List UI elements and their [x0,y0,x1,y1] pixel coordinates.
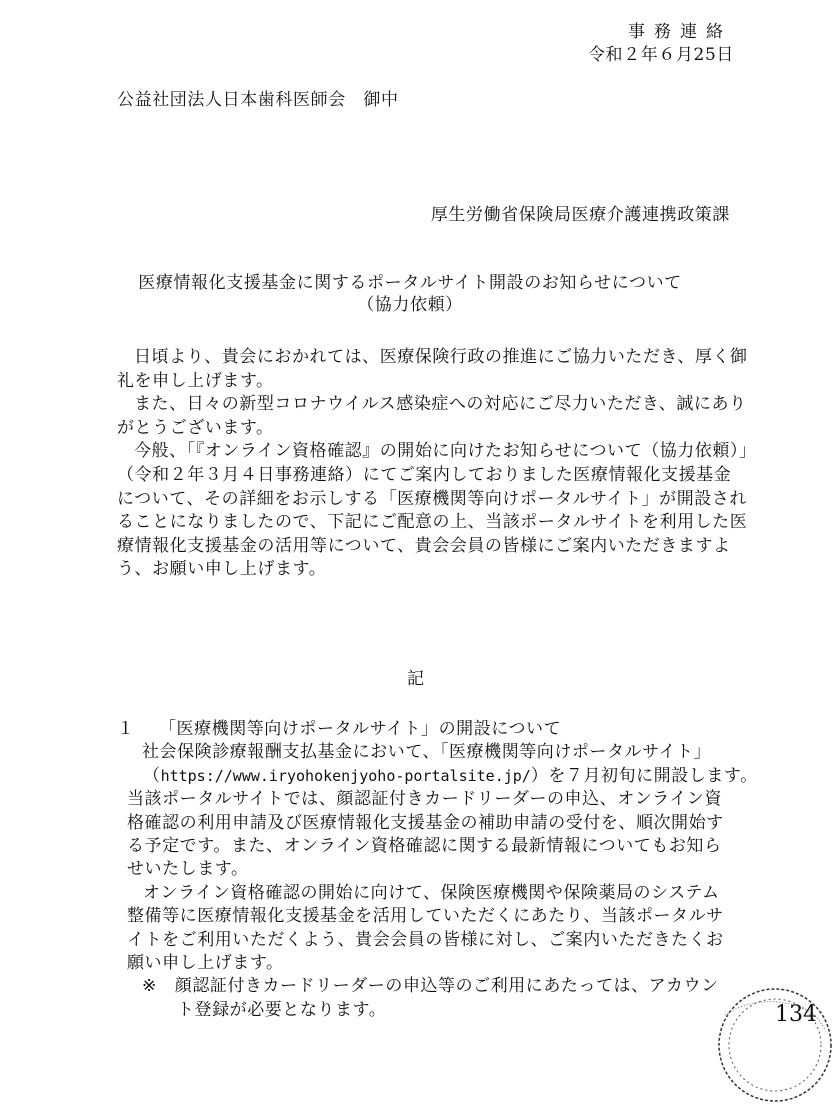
url-open-paren: （ [143,765,161,786]
body-line: う、お願い申し上げます。 [117,559,327,580]
section-line: 当該ポータルサイトでは、顔認証付きカードリーダーの申込、オンライン資 [127,789,722,810]
section-line: イトをご利用いただくよう、貴会会員の皆様に対し、ご案内いただきたくお [127,929,724,950]
document-date: 令和２年６月25日 [587,45,734,65]
section-line: 格確認の利用申請及び医療情報化支援基金の補助申請の受付を、順次開始す [127,812,724,833]
title-line-1: 医療情報化支援基金に関するポータルサイト開設のお知らせについて [138,273,682,293]
ki-heading: 記 [407,669,424,689]
addressee: 公益社団法人日本歯科医師会 御中 [117,90,399,110]
section-line: る予定です。また、オンライン資格確認に関する最新情報についてもお知ら [127,836,722,857]
section-number: １ [117,719,135,739]
section-heading-text: 「医療機関等向けポータルサイト」の開設について [159,719,562,739]
body-line: また、日々の新型コロナウイルス感染症への対応にご尽力いただき、誠にあり [134,394,747,415]
section-1 [117,718,757,1022]
stamp-number: 134 [775,1002,817,1027]
document-type: 事務連絡 [628,22,732,42]
body-text [117,346,757,582]
section-note-cont: ト登録が必要となります。 [177,999,387,1020]
receipt-stamp [715,985,835,1105]
body-line: 療情報化支援基金の活用等について、貴会会員の皆様にご案内いただきますよ [117,535,731,556]
section-line: 整備等に医療情報化支援基金を活用していただくにあたり、当該ポータルサ [127,906,724,927]
body-line: 礼を申し上げます。 [117,370,274,391]
portal-url: https://www.iryohokenjyoho-portalsite.jp/ [160,766,531,785]
section-line: オンライン資格確認の開始に向けて、保険医療機関や保険薬局のシステム [143,882,720,903]
body-line: がとうございます。 [117,417,274,438]
body-line: （令和２年３月４日事務連絡）にてご案内しておりました医療情報化支援基金 [117,464,732,485]
section-line: 願い申し上げます。 [127,953,284,974]
section-line-url [117,765,757,788]
body-line: について、その詳細をお示しする「医療機関等向けポータルサイト」が開設され [117,488,747,509]
section-line: せいたします。 [127,859,249,880]
issuer: 厚生労働省保険局医療介護連携政策課 [430,205,730,225]
section-line: 社会保険診療報酬支払基金において、「医療機関等向けポータルサイト」 [142,742,712,763]
section-heading [117,718,757,741]
body-line: 日頃より、貴会におかれては、医療保険行政の推進にご協力いただき、厚く御 [134,347,748,367]
section-note [117,975,757,998]
note-mark: ※ [142,976,157,997]
body-line: 今般、「『オンライン資格確認』の開始に向けたお知らせについて（協力依頼）」 [134,441,757,462]
url-close-text: ）を７月初旬に開設します。 [530,765,758,786]
body-line: ることになりましたので、下記にご配意の上、当該ポータルサイトを利用した医 [117,512,748,533]
title-line-2: （協力依頼） [357,295,463,315]
document-title [100,272,720,316]
note-text: 顔認証付きカードリーダーの申込等のご利用にあたっては、アカウン [174,976,719,997]
